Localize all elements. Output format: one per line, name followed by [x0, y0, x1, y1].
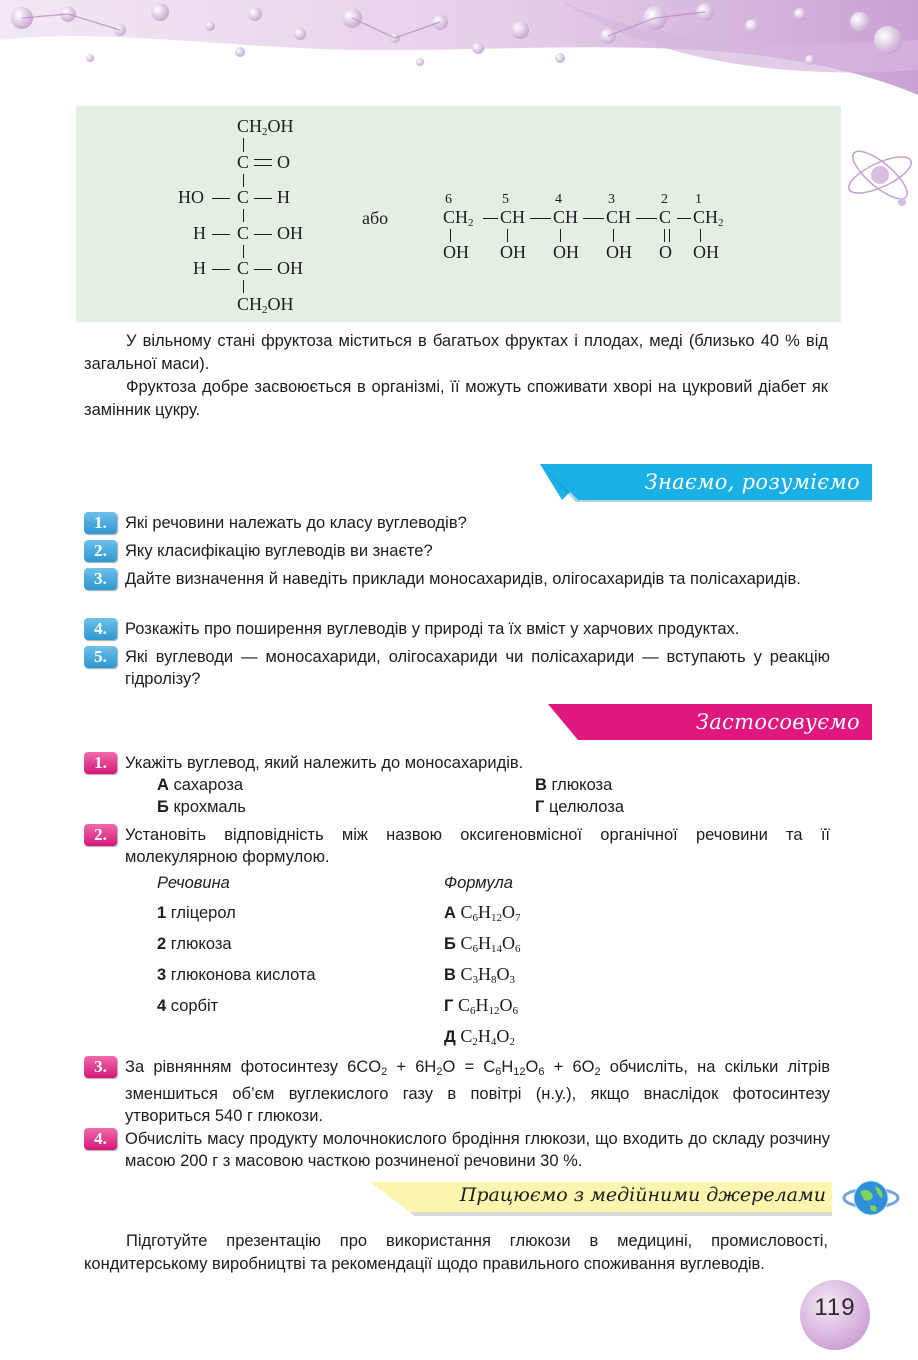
section1-title: Знаємо, розуміємо [644, 470, 860, 494]
question-text: Яку класифікацію вуглеводів ви знаєте? [125, 542, 433, 560]
question-text: Які речовини належать до класу вуглеводів? [125, 514, 467, 532]
option-a: А сахароза [157, 776, 244, 794]
section1-question-2 [84, 540, 830, 562]
intro-text [84, 330, 828, 422]
intro-paragraph-1: У вільному стані фруктоза міститься в багатьох фруктах і плодах, меді (близько 40 % від загальної маси). [84, 332, 828, 373]
section2-question-3 [84, 1056, 830, 1127]
column-header-formula: Формула [444, 874, 513, 892]
formula-left-row4-left: H [193, 223, 206, 243]
chain-carbon: CH [553, 207, 579, 227]
option-d: Г целюлоза [535, 798, 625, 816]
question-text: Дайте визначення й наведіть приклади моносахаридів, олігосахаридів та полісахаридів. [125, 570, 801, 588]
section3-paragraph: Підготуйте презентацію про використання глюкози в медицині, промисловості, кондитерському виробництві та рекомендації щодо правильного споживання вуглеводів. [84, 1232, 828, 1273]
formula-item: Б $C_6H_{14}O_6$ [444, 933, 521, 955]
option-c: В глюкоза [535, 776, 613, 794]
question-badge: 5. [84, 646, 117, 668]
question-badge: 1. [84, 512, 117, 534]
formula-left-row3-right: H [277, 187, 290, 207]
chain-substituent: O [659, 242, 672, 262]
chain-substituent: OH [606, 242, 632, 262]
substance-item: 3 глюконова кислота [157, 966, 316, 984]
chain-carbon: $CH_2$ [443, 207, 474, 229]
section3-title: Працюємо з медійними джерелами [459, 1184, 826, 1206]
option-b: Б крохмаль [157, 798, 246, 816]
formula-left-row3-left: HO [178, 187, 204, 207]
question-badge: 4. [84, 1128, 117, 1150]
formula-left-row5-left: H [193, 258, 206, 278]
section1-question-3 [84, 568, 830, 590]
formula-left-row6: $CH_2OH$ [237, 294, 294, 316]
question-badge: 1. [84, 752, 117, 774]
chain-carbon: C [659, 207, 672, 227]
column-header-substance: Речовина [157, 874, 230, 892]
section2-title: Застосовуємо [695, 710, 860, 734]
formula-or-label: або [362, 208, 389, 228]
carbon-number: 6 [445, 192, 452, 207]
carbon-number: 4 [555, 192, 562, 207]
question-text: Які вуглеводи — моносахариди, олігосахариди чи полісахариди — вступають у реакцію гідролізу? [125, 648, 830, 688]
formula-item: А $C_6H_{12}O_7$ [444, 902, 521, 924]
formula-left-row5-right: OH [277, 258, 303, 278]
substance-item: 2 глюкоза [157, 935, 232, 953]
formula-item: Г $C_6H_{12}O_6$ [444, 995, 518, 1017]
carbon-number: 1 [695, 192, 702, 207]
question-badge: 2. [84, 824, 117, 846]
formula-item: Д $C_2H_4O_2$ [444, 1026, 515, 1048]
formula-left-row4-c: C [237, 223, 250, 243]
formula-left-row3-c: C [237, 187, 250, 207]
page-number: 119 [814, 1294, 856, 1321]
section1-question-1 [84, 512, 830, 534]
question-text: Обчисліть масу продукту молочнокислого бродіння глюкози, що входить до складу розчину масою 200 г з масовою часткою розчиненої речовини 30 %. [125, 1130, 830, 1170]
question-text: Розкажіть про поширення вуглеводів у природі та їх вміст у харчових продуктах. [125, 620, 740, 638]
formula-left-row1: $CH_2OH$ [237, 116, 294, 138]
section2-question-1 [84, 752, 830, 774]
intro-paragraph-2: Фруктоза добре засвоюється в організмі, її можуть споживати хворі на цукровий діабет як замінник цукру. [84, 378, 828, 419]
carbonyl-oxygen: O [277, 152, 290, 172]
carbon-number: 3 [608, 192, 615, 207]
section1-question-5 [84, 646, 830, 690]
chain-substituent: OH [500, 242, 526, 262]
chain-carbon: CH [500, 207, 526, 227]
section1-question-4 [84, 618, 830, 640]
question-text: За рівнянням фотосинтезу $6CO_2 + 6H_2O = C_6H_{12}O_6 + 6O_2$ обчисліть, на скільки літрів зменшиться об’єм вуглекислого газу в повітрі (н.у.), якщо внаслідок фотосинтезу утвориться 540 г глюкози. [125, 1058, 830, 1125]
carbon-number: 5 [502, 192, 509, 207]
substance-item: 4 сорбіт [157, 997, 219, 1015]
question-text: Укажіть вуглевод, який належить до моносахаридів. [125, 754, 524, 772]
chain-substituent: OH [693, 242, 719, 262]
formula-item: В $C_3H_8O_3$ [444, 964, 516, 986]
question-badge: 3. [84, 1056, 117, 1078]
chain-carbon: CH [606, 207, 632, 227]
formula-left-row2: C [237, 152, 250, 172]
chain-substituent: OH [553, 242, 579, 262]
formula-left-row5-c: C [237, 258, 250, 278]
atom-decoration [840, 130, 918, 220]
section2-question-2 [84, 824, 830, 868]
substance-item: 1 гліцерол [157, 904, 236, 922]
question-text: Установіть відповідність між назвою оксигеновмісної органічної речовини та її молекулярною формулою. [125, 826, 830, 866]
question-badge: 3. [84, 568, 117, 590]
question-badge: 4. [84, 618, 117, 640]
question-badge: 2. [84, 540, 117, 562]
formula-left-row4-right: OH [277, 223, 303, 243]
globe-icon [842, 1172, 900, 1224]
carbon-number: 2 [661, 192, 668, 207]
section2-question-4 [84, 1128, 830, 1172]
chain-carbon: $CH_2$ [693, 207, 724, 229]
chain-substituent: OH [443, 242, 469, 262]
section3-text [84, 1230, 828, 1276]
